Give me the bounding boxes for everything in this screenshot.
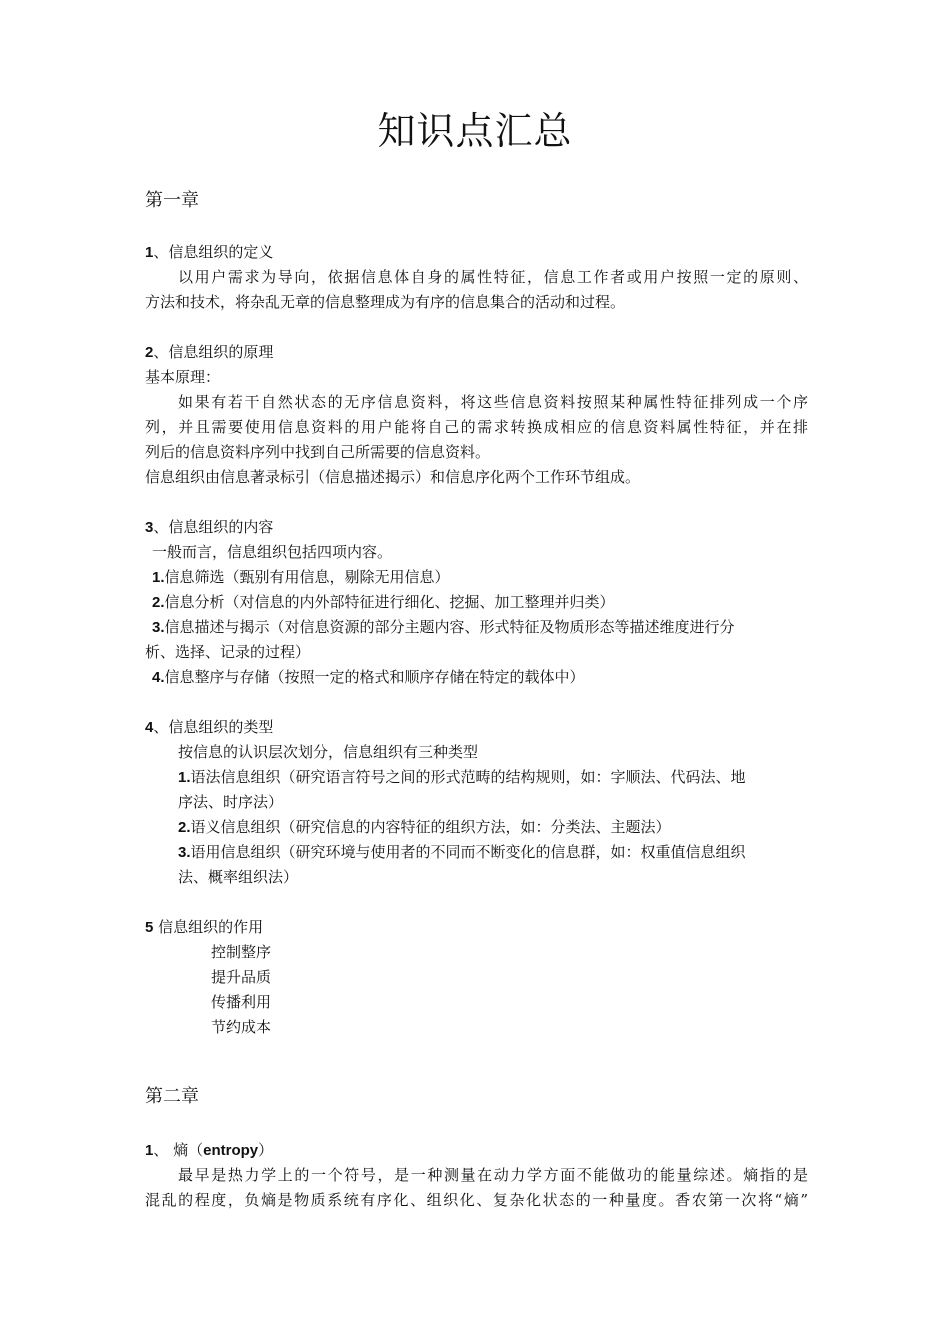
- list-item-number: 3.: [152, 619, 165, 636]
- section-number: 3: [145, 519, 154, 536]
- list-item-text: 信息筛选（甄别有用信息，剔除无用信息）: [164, 568, 450, 586]
- paragraph-line: 以用户需求为导向，依据信息体自身的属性特征，信息工作者或用户按照一定的原则、: [178, 268, 808, 286]
- chapter-heading-1: 第一章: [145, 190, 199, 211]
- section-heading: [145, 240, 815, 265]
- section-number: 4: [145, 719, 154, 736]
- section-number: 1: [145, 244, 154, 261]
- section-title: 信息组织的作用: [153, 918, 264, 936]
- list-item-number: 3.: [178, 844, 191, 861]
- paragraph-line: 如果有若干自然状态的无序信息资料，将这些信息资料按照某种属性特征排列成一个序: [178, 393, 808, 411]
- chapter-heading-2: 第二章: [145, 1086, 199, 1107]
- list-item-number: 1.: [178, 769, 191, 786]
- list-item: 节约成本: [211, 1018, 272, 1036]
- paragraph-line: 按信息的认识层次划分，信息组织有三种类型: [178, 743, 479, 761]
- list-item-continuation: 法、概率组织法）: [178, 868, 299, 886]
- list-item: [152, 615, 822, 640]
- list-item-text: 信息描述与揭示（对信息资源的部分主题内容、形式特征及物质形态等描述维度进行分: [164, 618, 735, 636]
- list-item: [152, 565, 822, 590]
- paragraph-line: 列后的信息资料序列中找到自己所需要的信息资料。: [145, 443, 491, 461]
- list-item-text: 信息整序与存储（按照一定的格式和顺序存储在特定的载体中）: [164, 668, 585, 686]
- list-item: [178, 765, 848, 790]
- list-item-continuation: 序法、时序法）: [178, 793, 284, 811]
- section-title: 、信息组织的内容: [153, 518, 274, 536]
- list-item-number: 1.: [152, 569, 165, 586]
- section-number: 2: [145, 344, 154, 361]
- section-title: 、 熵（: [153, 1141, 204, 1159]
- section-heading: [145, 915, 815, 940]
- list-item-continuation: 析、选择、记录的过程）: [145, 643, 311, 661]
- list-item-text: 语用信息组织（研究环境与使用者的不同而不断变化的信息群，如：权重值信息组织: [190, 843, 746, 861]
- paragraph-line: 最早是热力学上的一个符号，是一种测量在动力学方面不能做功的能量综述。熵指的是: [178, 1166, 808, 1184]
- section-title: 、信息组织的类型: [153, 718, 274, 736]
- paragraph-label: 基本原理：: [145, 368, 221, 386]
- section-title-english: entropy: [203, 1142, 259, 1159]
- list-item: [152, 590, 822, 615]
- section-heading: [145, 1138, 815, 1163]
- section-number: 1: [145, 1142, 154, 1159]
- list-item-number: 2.: [152, 594, 165, 611]
- paragraph-line: 信息组织由信息著录标引（信息描述揭示）和信息序化两个工作环节组成。: [145, 468, 641, 486]
- list-item-text: 语法信息组织（研究语言符号之间的形式范畴的结构规则，如：字顺法、代码法、地: [190, 768, 746, 786]
- list-item: [152, 665, 822, 690]
- list-item: 提升品质: [211, 968, 272, 986]
- list-item: [178, 815, 848, 840]
- section-title: 、信息组织的原理: [153, 343, 274, 361]
- document-title: 知识点汇总: [377, 109, 573, 153]
- list-item-number: 4.: [152, 669, 165, 686]
- section-heading: [145, 515, 815, 540]
- section-heading: [145, 715, 815, 740]
- paragraph-line: 一般而言，信息组织包括四项内容。: [152, 543, 393, 561]
- list-item-text: 语义信息组织（研究信息的内容特征的组织方法，如：分类法、主题法）: [190, 818, 671, 836]
- paragraph-line: 列，并且需要使用信息资料的用户能将自己的需求转换成相应的信息资料属性特征，并在排: [145, 418, 808, 436]
- section-heading: [145, 340, 815, 365]
- list-item-text: 信息分析（对信息的内外部特征进行细化、挖掘、加工整理并归类）: [164, 593, 615, 611]
- section-number: 5: [145, 919, 154, 936]
- paragraph-line: 方法和技术，将杂乱无章的信息整理成为有序的信息集合的活动和过程。: [145, 293, 626, 311]
- section-title: 、信息组织的定义: [153, 243, 274, 261]
- list-item: 传播利用: [211, 993, 272, 1011]
- list-item: [178, 840, 848, 865]
- list-item: 控制整序: [211, 943, 272, 961]
- section-title-close: ）: [258, 1141, 274, 1159]
- paragraph-line: 混乱的程度，负熵是物质系统有序化、组织化、复杂化状态的一种量度。香农第一次将“熵”: [145, 1191, 808, 1209]
- list-item-number: 2.: [178, 819, 191, 836]
